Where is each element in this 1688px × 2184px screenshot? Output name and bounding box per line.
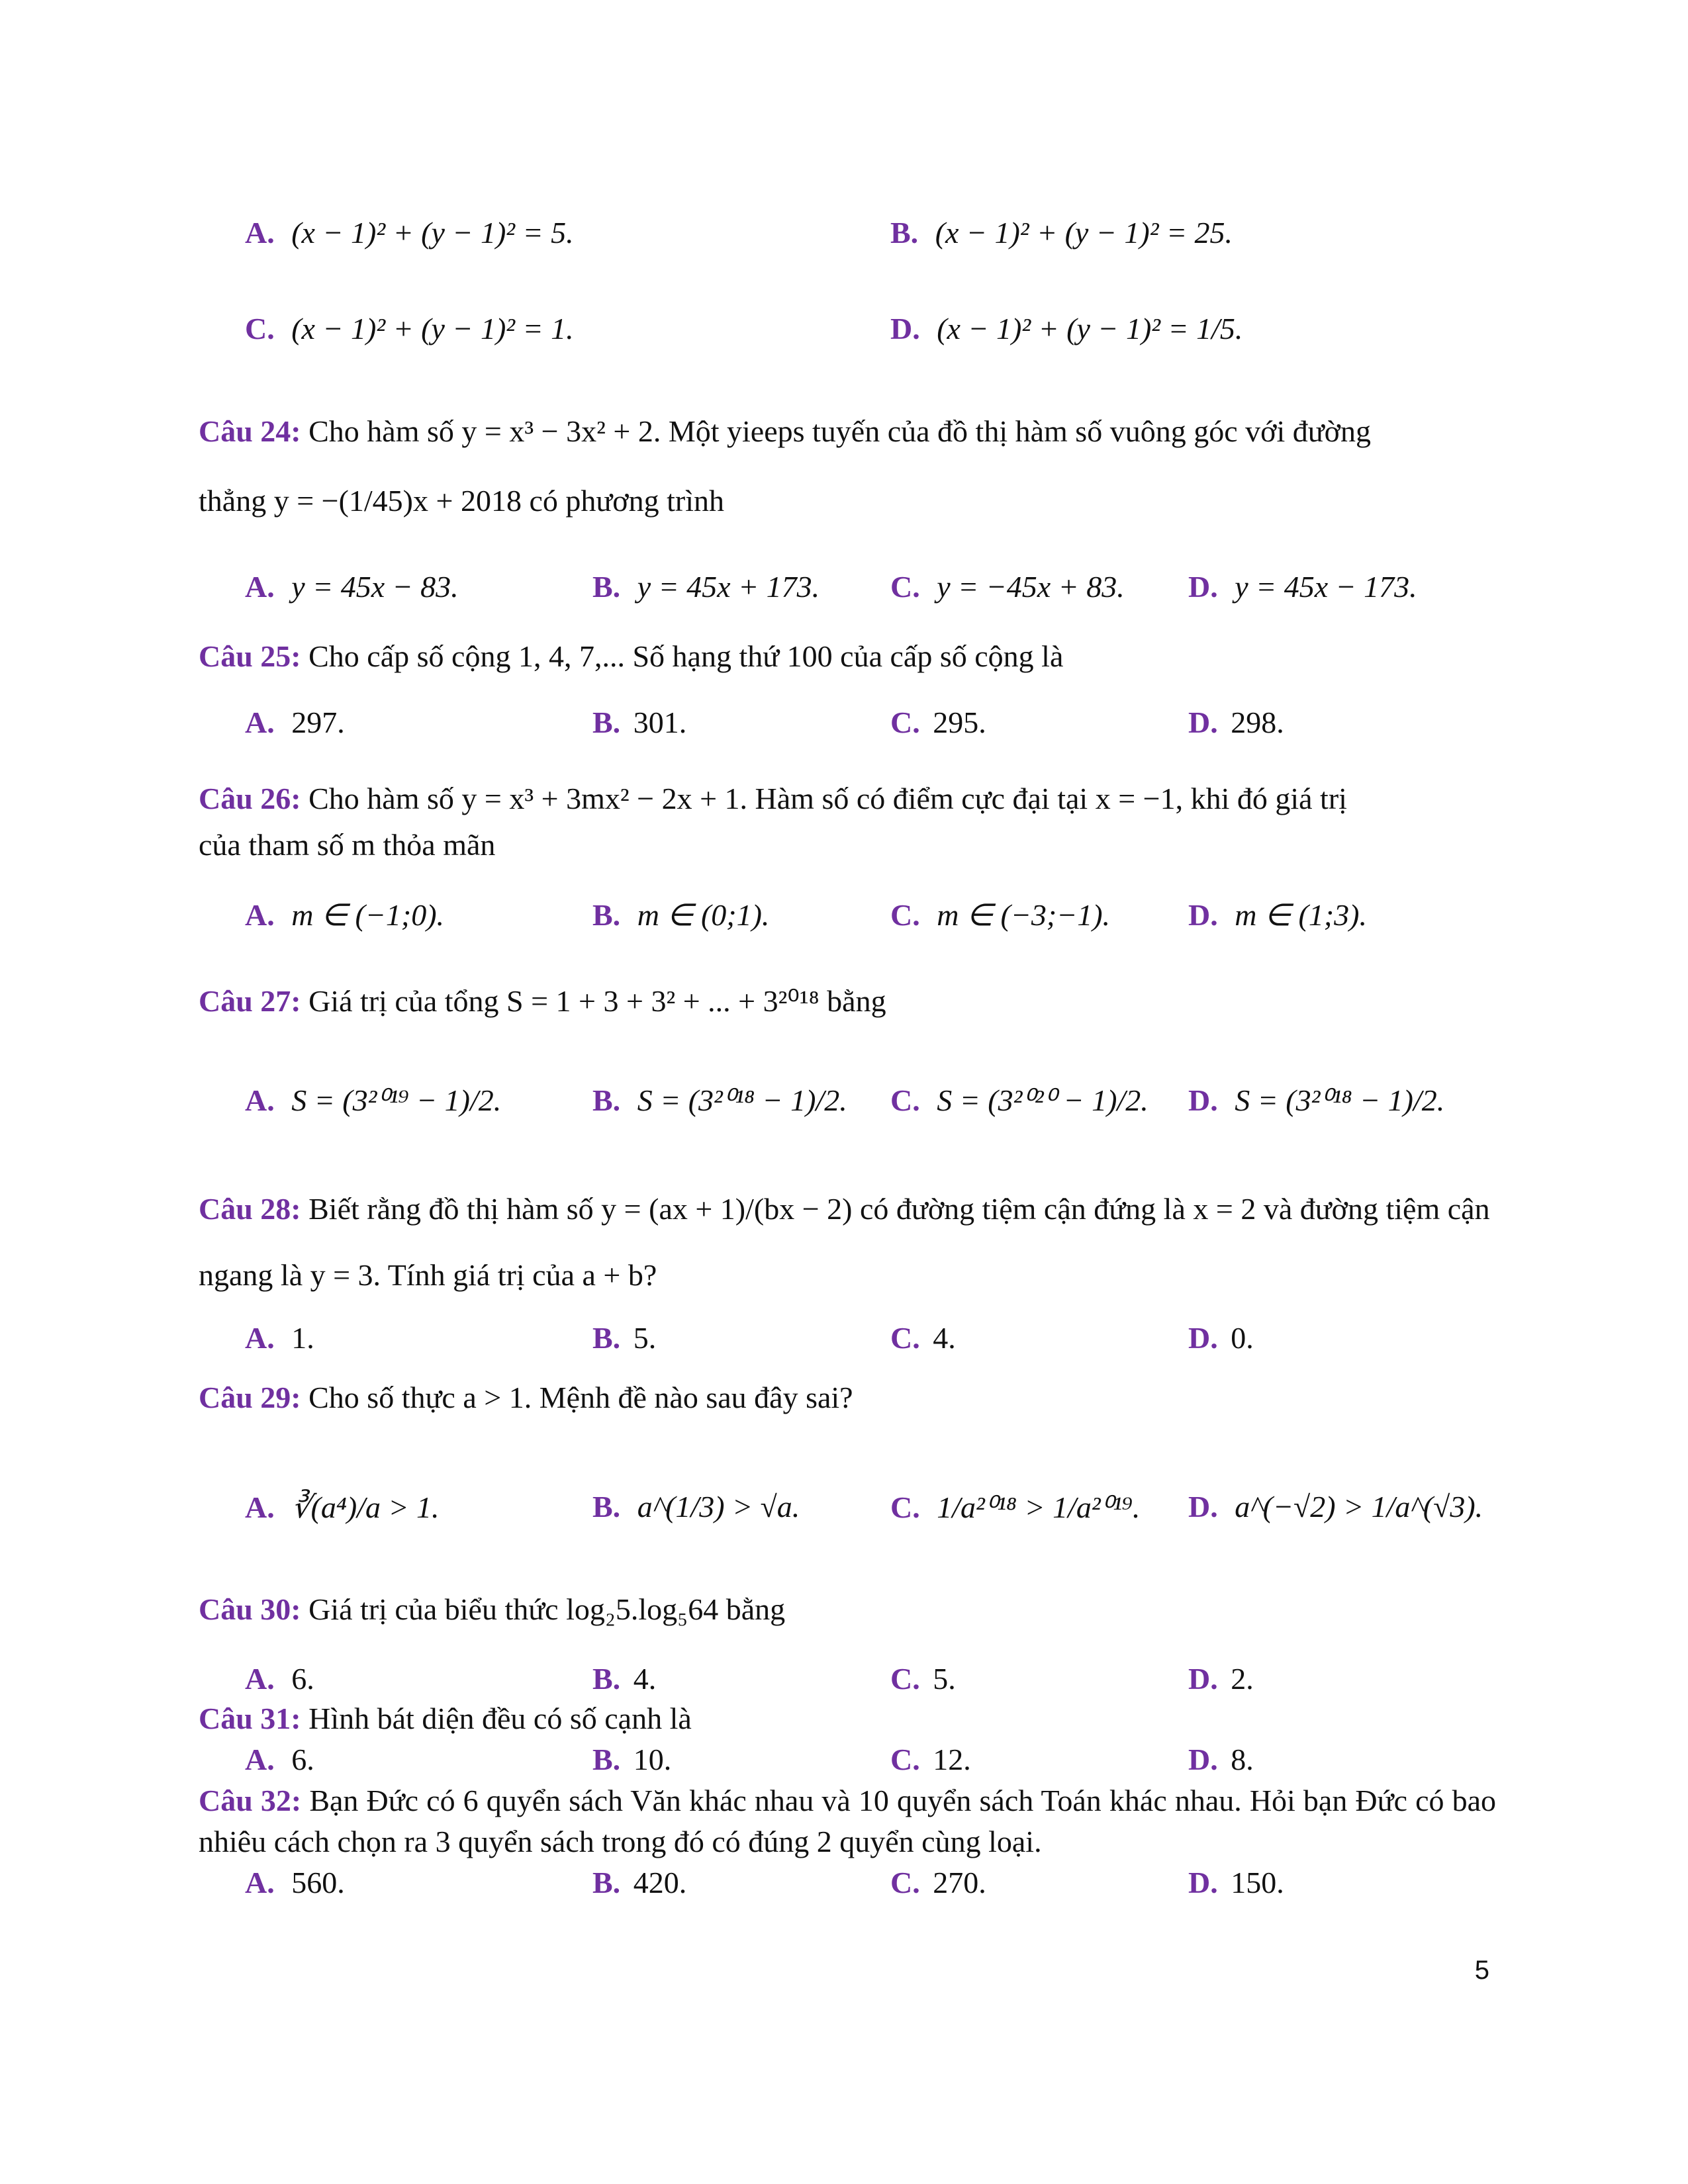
question-text: Cho hàm số y = x³ + 3mx² − 2x + 1. Hàm số có điểm cực đại tại x = −1, khi đó giá trị: [308, 782, 1347, 815]
q26-option-a: [245, 897, 444, 933]
q26-stem-line-2: [199, 827, 495, 862]
q27-option-c: [890, 1082, 1149, 1118]
question-text: Cho cấp số cộng 1, 4, 7,... Số hạng thứ 100 của cấp số cộng là: [308, 639, 1064, 673]
q30-option-c: [890, 1661, 956, 1696]
option-text: 5.: [633, 1321, 657, 1355]
option-label: A.: [245, 705, 275, 739]
option-label: A.: [245, 1321, 275, 1355]
q23-option-d: [890, 311, 1243, 346]
option-label: C.: [890, 1321, 920, 1355]
option-text: y = 45x − 83.: [291, 570, 459, 604]
option-label: D.: [1188, 705, 1218, 739]
q28-option-b: [592, 1320, 656, 1355]
option-label: C.: [890, 570, 920, 604]
option-text: 295.: [933, 705, 986, 739]
question-text: Cho hàm số y = x³ − 3x² + 2. Một yieeps tuyến của đồ thị hàm số vuông góc với đường: [308, 414, 1371, 448]
option-label: D.: [1188, 1662, 1218, 1696]
question-text: Biết rằng đồ thị hàm số y = (ax + 1)/(bx − 2) có đường tiệm cận đứng là x = 2 và đường tiệm cận: [308, 1192, 1490, 1226]
option-text: m ∈ (0;1).: [637, 898, 770, 932]
option-text: 150.: [1231, 1866, 1284, 1899]
option-label: A.: [245, 1743, 275, 1776]
q24-option-b: [592, 569, 820, 604]
q28-option-d: [1188, 1320, 1254, 1355]
question-label: Câu 30:: [199, 1592, 301, 1626]
question-text: thẳng y = −(1/45)x + 2018 có phương trình: [199, 484, 724, 518]
page-number: 5: [1474, 1956, 1489, 1985]
q31-option-c: [890, 1742, 971, 1777]
option-label: B.: [592, 570, 621, 604]
option-text: ∛(a⁴)/a > 1.: [291, 1490, 440, 1524]
option-text: 10.: [633, 1743, 672, 1776]
option-text: (x − 1)² + (y − 1)² = 1/5.: [937, 312, 1243, 345]
q31-option-b: [592, 1742, 671, 1777]
option-label: A.: [245, 898, 275, 932]
q24-option-a: [245, 569, 459, 604]
q28-stem-line-2: [199, 1257, 657, 1293]
question-text: ngang là y = 3. Tính giá trị của a + b?: [199, 1258, 657, 1292]
option-label: B.: [592, 1083, 621, 1117]
q28-option-c: [890, 1320, 956, 1355]
option-text: 12.: [933, 1743, 971, 1776]
option-label: C.: [245, 312, 275, 345]
question-label: Câu 28:: [199, 1192, 301, 1226]
q23-option-c: [245, 311, 574, 346]
option-text: m ∈ (−1;0).: [291, 898, 445, 932]
option-label: A.: [245, 570, 275, 604]
option-text: 270.: [933, 1866, 986, 1899]
option-label: D.: [1188, 1866, 1218, 1899]
option-label: D.: [1188, 1490, 1218, 1524]
option-text: 1/a²⁰¹⁸ > 1/a²⁰¹⁹.: [937, 1490, 1141, 1524]
q24-stem-line-2: [199, 483, 724, 518]
question-label: Câu 26:: [199, 782, 301, 815]
option-label: B.: [890, 216, 919, 250]
q24-option-c: [890, 569, 1125, 604]
option-label: D.: [1188, 1743, 1218, 1776]
question-label: Câu 27:: [199, 984, 301, 1018]
q25-option-d: [1188, 705, 1284, 740]
q26-option-b: [592, 897, 769, 933]
option-text: 2.: [1231, 1662, 1254, 1696]
question-label: Câu 24:: [199, 414, 301, 448]
q29-option-c: [890, 1489, 1140, 1525]
question-label: Câu 29:: [199, 1381, 301, 1414]
q32-stem: [199, 1780, 1496, 1862]
option-label: B.: [592, 1662, 621, 1696]
option-text: 298.: [1231, 705, 1284, 739]
option-label: A.: [245, 1490, 275, 1524]
option-text: 297.: [291, 705, 345, 739]
q29-stem: [199, 1380, 853, 1415]
option-text: 301.: [633, 705, 687, 739]
option-text: m ∈ (−3;−1).: [937, 898, 1111, 932]
option-text: (x − 1)² + (y − 1)² = 25.: [935, 216, 1233, 250]
option-label: D.: [1188, 1321, 1218, 1355]
q27-option-a: [245, 1082, 501, 1118]
q25-option-b: [592, 705, 686, 740]
q24-stem-line-1: [199, 414, 1371, 449]
option-text: S = (3²⁰¹⁸ − 1)/2.: [1235, 1083, 1445, 1117]
q32-option-a: [245, 1865, 345, 1900]
option-label: D.: [1188, 1083, 1218, 1117]
option-label: A.: [245, 1866, 275, 1899]
question-label: Câu 31:: [199, 1702, 301, 1735]
option-text: 6.: [291, 1662, 314, 1696]
option-label: C.: [890, 1743, 920, 1776]
option-label: D.: [1188, 570, 1218, 604]
option-label: D.: [890, 312, 920, 345]
q25-option-c: [890, 705, 986, 740]
q27-stem: [199, 983, 886, 1019]
option-text: S = (3²⁰¹⁸ − 1)/2.: [637, 1083, 847, 1117]
option-label: D.: [1188, 898, 1218, 932]
option-label: B.: [592, 705, 621, 739]
q23-option-b: [890, 215, 1233, 250]
q30-option-d: [1188, 1661, 1254, 1696]
option-label: C.: [890, 1662, 920, 1696]
option-text: 5.: [933, 1662, 956, 1696]
q24-option-d: [1188, 569, 1417, 604]
option-label: A.: [245, 216, 275, 250]
option-label: B.: [592, 1866, 621, 1899]
option-text: 560.: [291, 1866, 345, 1899]
q25-stem: [199, 639, 1063, 674]
q28-option-a: [245, 1320, 314, 1355]
option-text: S = (3²⁰¹⁹ − 1)/2.: [291, 1083, 502, 1117]
q30-option-b: [592, 1661, 656, 1696]
q26-option-d: [1188, 897, 1367, 933]
option-text: 4.: [633, 1662, 657, 1696]
question-label: Câu 25:: [199, 639, 301, 673]
option-label: C.: [890, 705, 920, 739]
question-label: Câu 32:: [199, 1784, 302, 1817]
option-text: m ∈ (1;3).: [1235, 898, 1367, 932]
q31-stem: [199, 1701, 692, 1736]
option-text: y = 45x + 173.: [637, 570, 820, 604]
q29-option-b: [592, 1489, 800, 1524]
option-text: (x − 1)² + (y − 1)² = 5.: [291, 216, 574, 250]
question-text: Cho số thực a > 1. Mệnh đề nào sau đây sai?: [308, 1381, 853, 1414]
option-label: B.: [592, 1321, 621, 1355]
q29-option-a: [245, 1489, 440, 1525]
option-text: 8.: [1231, 1743, 1254, 1776]
option-label: B.: [592, 1490, 621, 1524]
q25-option-a: [245, 705, 345, 740]
question-text: Bạn Đức có 6 quyển sách Văn khác nhau và 10 quyển sách Toán khác nhau. Hỏi bạn Đức có bao nhiêu cách chọn ra 3 quyển sách trong đó có đúng 2 quyển cùng loại.: [199, 1784, 1497, 1858]
q30-option-a: [245, 1661, 314, 1696]
option-text: y = −45x + 83.: [937, 570, 1125, 604]
q31-option-a: [245, 1742, 314, 1777]
option-text: a^(−√2) > 1/a^(√3).: [1235, 1490, 1483, 1524]
option-text: 420.: [633, 1866, 687, 1899]
q27-option-d: [1188, 1082, 1444, 1118]
option-text: a^(1/3) > √a.: [637, 1490, 800, 1524]
q29-option-d: [1188, 1489, 1483, 1524]
option-text: S = (3²⁰²⁰ − 1)/2.: [937, 1083, 1149, 1117]
q31-option-d: [1188, 1742, 1254, 1777]
question-text: Giá trị của tổng S = 1 + 3 + 3² + ... + 3²⁰¹⁸ bằng: [308, 984, 886, 1018]
q32-option-c: [890, 1865, 986, 1900]
option-label: B.: [592, 1743, 621, 1776]
q32-option-d: [1188, 1865, 1284, 1900]
option-text: 1.: [291, 1321, 314, 1355]
option-text: 0.: [1231, 1321, 1254, 1355]
option-text: (x − 1)² + (y − 1)² = 1.: [291, 312, 574, 345]
question-text: Giá trị của biểu thức log₂5.log₅64 bằng: [308, 1592, 786, 1626]
question-text: Hình bát diện đều có số cạnh là: [308, 1702, 692, 1735]
option-label: C.: [890, 1866, 920, 1899]
q27-option-b: [592, 1082, 847, 1118]
option-label: C.: [890, 898, 920, 932]
q28-stem-line-1: [199, 1191, 1490, 1226]
option-label: B.: [592, 898, 621, 932]
option-text: 4.: [933, 1321, 956, 1355]
q26-stem-line-1: [199, 781, 1347, 816]
option-label: C.: [890, 1083, 920, 1117]
option-text: 6.: [291, 1743, 314, 1776]
q23-option-a: [245, 215, 574, 250]
question-text: của tham số m thỏa mãn: [199, 828, 496, 862]
q32-option-b: [592, 1865, 686, 1900]
option-text: y = 45x − 173.: [1235, 570, 1417, 604]
q30-stem: [199, 1592, 785, 1627]
option-label: A.: [245, 1662, 275, 1696]
q26-option-c: [890, 897, 1110, 933]
option-label: A.: [245, 1083, 275, 1117]
option-label: C.: [890, 1490, 920, 1524]
